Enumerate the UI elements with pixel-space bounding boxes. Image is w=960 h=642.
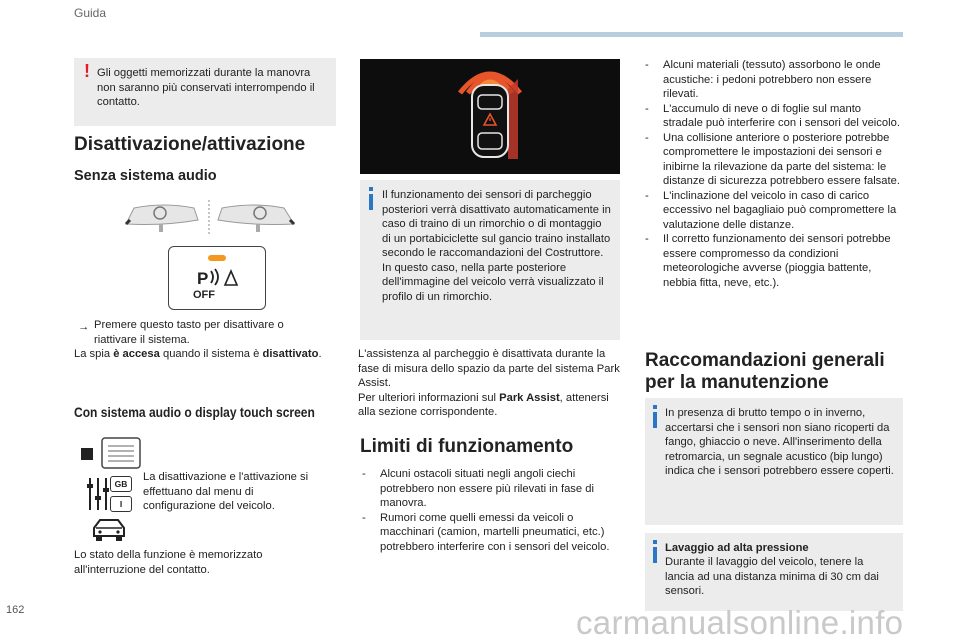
limits-list-col3: [645, 58, 903, 290]
list-item: - Rumori come quelli emessi da veicoli o macchinari (camion, martelli pneumatici, etc.) potrebbero interferire con i sensori del veicolo.: [362, 511, 610, 553]
limits-list-col2: [362, 467, 618, 554]
page-number: 162: [6, 604, 25, 616]
trailer-info-text: Il funzionamento dei sensori di parcheggio posteriori verrà disattivato automaticamente in caso di traino di un rimorchio o di montaggio di un portabiciclette sul gancio traino installato secondo le raccomandazioni del Costruttore. In questo caso, nella parte posteriore dell'immagine del veicolo verrà visualizzato il profilo di un rimorchio.: [382, 189, 611, 303]
subheading-touch-screen: Con sistema audio o display touch screen: [74, 404, 315, 420]
list-item: - Il corretto funzionamento dei sensori potrebbe essere compromesso da condizioni meteorologiche avverse (pioggia battente, nebbia fitta, neve, etc.).: [645, 233, 891, 289]
warning-note: [74, 58, 336, 126]
bullet-arrow-icon: →: [78, 321, 90, 333]
rear-sensor-display-image: [360, 59, 620, 174]
parking-sensor-icon: [195, 267, 239, 289]
subheading-no-audio: Senza sistema audio: [74, 168, 217, 184]
dashboard-illustration: [124, 196, 296, 240]
svg-text:P: P: [197, 269, 209, 288]
header-bar: [480, 32, 903, 37]
settings-icon-group: [86, 476, 134, 512]
config-menu-text: La disattivazione e l'attivazione si effettuano dal menu di configurazione del veicolo.: [143, 471, 309, 512]
sliders-icon: [86, 476, 110, 512]
winter-info-note: [645, 398, 903, 525]
memorized-state-text: Lo stato della funzione è memorizzato all'interruzione del contatto.: [74, 549, 263, 576]
watermark: carmanualsonline.info: [576, 604, 904, 641]
pressure-wash-note: [645, 533, 903, 611]
pressure-wash-title: Lavaggio ad alta pressione: [665, 542, 809, 554]
section-heading-limits: Limiti di funzionamento: [360, 436, 574, 457]
list-item: - Alcuni ostacoli situati negli angoli ciechi potrebbero non essere più rilevati in fase di manovra.: [362, 468, 594, 509]
info-icon: [653, 412, 657, 428]
list-item: - Una collisione anteriore o posteriore potrebbe compromettere le impostazioni dei sensori e inibirne la rilevazione da parte del sistema: le distanze di sicurezza potrebbero essere falsate.: [645, 131, 900, 187]
trailer-info-note: [360, 180, 620, 340]
list-item: - Alcuni materiali (tessuto) assorbono le onde acustiche: i pedoni potrebbero non essere rilevati.: [645, 59, 881, 100]
park-sensor-off-button[interactable]: [168, 246, 266, 310]
list-item: - L'accumulo di neve o di foglie sul manto stradale può interferire con i sensori del veicolo.: [645, 102, 900, 129]
language-i-icon: I: [110, 496, 132, 512]
section-heading-deactivation: Disattivazione/attivazione: [74, 134, 306, 155]
info-icon: [653, 547, 657, 563]
vehicle-settings-icon: [90, 516, 128, 544]
park-assist-text: L'assistenza al parcheggio è disattivata durante la fase di misura dello spazio da parte del sistema Park Assist. Per ulteriori informazioni sul Park Assist, attenersi alla sezione corrispondente.: [358, 348, 620, 418]
list-item: - L'inclinazione del veicolo in caso di carico eccessivo nel bagagliaio può compromettere la valutazione delle distanze.: [645, 189, 897, 231]
touchscreen-icon: [80, 436, 142, 470]
warning-icon: !: [84, 61, 90, 81]
winter-info-text: In presenza di brutto tempo o in inverno, accertarsi che i sensori non siano ricoperti da fango, ghiaccio o neve. All'inserimento della retromarcia, un segnale acustico (bip lungo) indica che i sensori potrebbero essere coperti.: [665, 407, 894, 477]
indicator-lamp: [208, 255, 226, 261]
language-gb-icon: GB: [110, 476, 132, 492]
lamp-status-text: La spia è accesa quando il sistema è disattivato.: [74, 348, 322, 360]
section-heading-maintenance: Raccomandazioni generali per la manutenzione: [645, 350, 885, 393]
pressure-wash-text: Durante il lavaggio del veicolo, tenere la lancia ad una distanza minima di 30 cm dai sensori.: [665, 556, 879, 597]
press-instruction: Premere questo tasto per disattivare o riattivare il sistema.: [94, 319, 284, 346]
off-label: OFF: [193, 289, 215, 301]
warning-note-text: Gli oggetti memorizzati durante la manovra non saranno più conservati interrompendo il contatto.: [97, 67, 315, 108]
running-header: Guida: [74, 6, 107, 20]
info-icon: [369, 194, 373, 210]
